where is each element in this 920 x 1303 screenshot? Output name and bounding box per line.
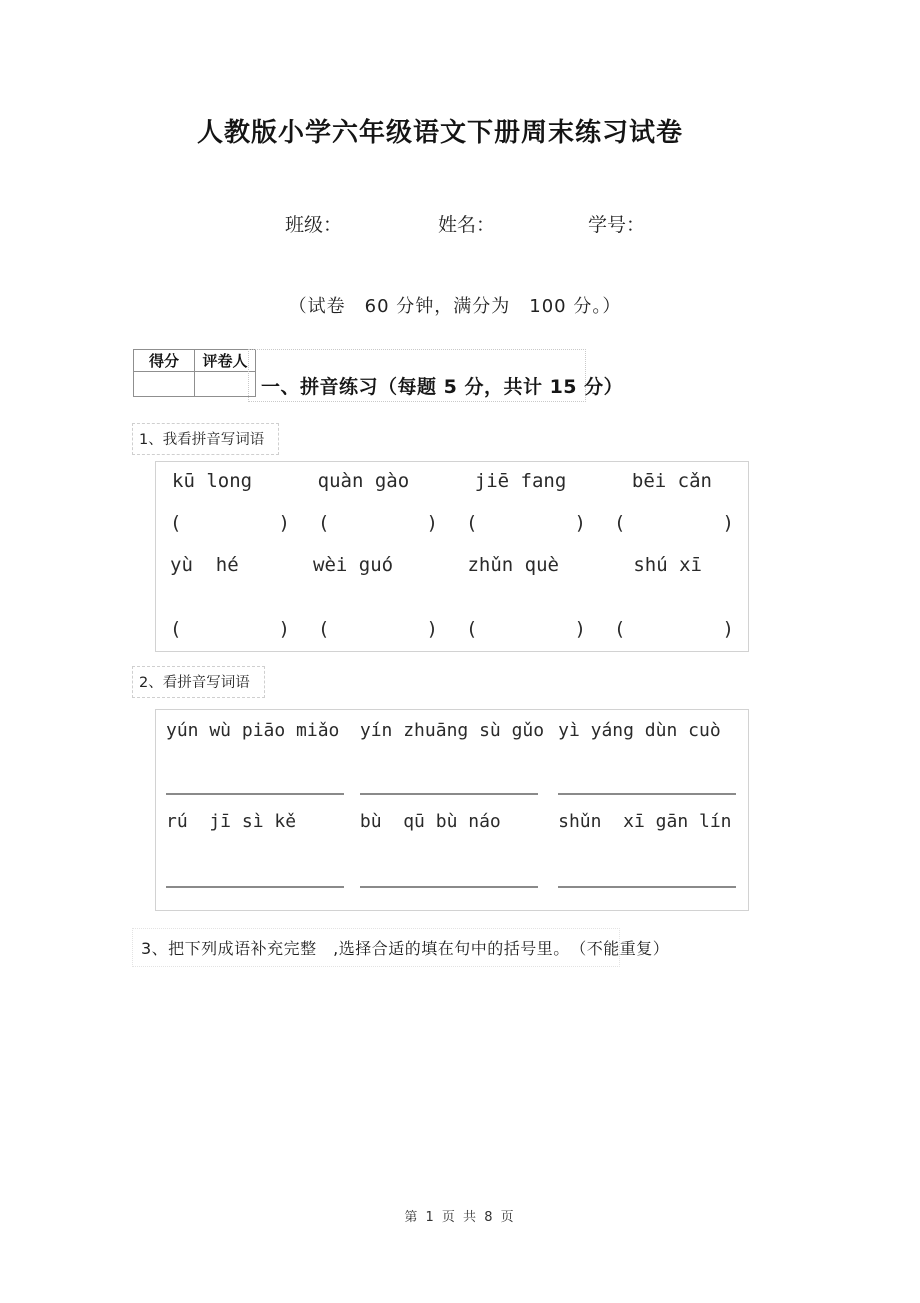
pinyin-word: jiē fang	[474, 470, 567, 492]
paren-close: )	[426, 512, 438, 534]
pinyin-word: wèi guó	[313, 554, 394, 576]
paren-open: (	[170, 512, 182, 534]
grader-value-cell	[195, 372, 256, 397]
pinyin-word: yín zhuāng sù gǔo	[359, 720, 545, 741]
paren-close: )	[722, 618, 734, 640]
section1-heading-box	[248, 349, 624, 402]
paren-blank-row	[156, 618, 748, 640]
answer-blank-line	[558, 793, 736, 795]
pinyin-column	[166, 710, 346, 910]
name-label: 姓名：	[438, 214, 496, 236]
pinyin-word: shǔn xī gān lín	[558, 811, 732, 832]
paren-blank	[170, 618, 290, 640]
page-title: 人教版小学六年级语文下册周末练习试卷	[196, 118, 683, 147]
score-value-cell	[134, 372, 195, 397]
exam-info: （试卷 60 分钟，满分为 100 分。）	[288, 296, 622, 317]
pinyin-word: kū long	[172, 470, 253, 492]
paren-open: (	[466, 618, 478, 640]
grader-header-cell: 评卷人	[195, 350, 256, 372]
pinyin-word: bēi cǎn	[631, 470, 712, 492]
pinyin-word: shú xī	[633, 554, 702, 576]
score-table	[133, 349, 256, 397]
paren-open: (	[614, 618, 626, 640]
paren-blank	[614, 618, 734, 640]
paren-blank	[614, 512, 734, 534]
score-header-cell: 得分	[134, 350, 195, 372]
question1-label: 1、我看拼音写词语	[132, 423, 279, 455]
paren-blank	[318, 512, 438, 534]
paren-open: (	[318, 618, 330, 640]
score-table-header-row	[134, 350, 256, 372]
answer-blank-line	[360, 793, 538, 795]
question2-label: 2、看拼音写词语	[132, 666, 265, 698]
answer-blank-line	[166, 886, 344, 888]
pinyin-column	[558, 710, 738, 910]
answer-blank-line	[558, 886, 736, 888]
score-table-value-row	[134, 372, 256, 397]
pinyin-word: rú jī sì kě	[166, 811, 297, 832]
pinyin-word: yì yáng dùn cuò	[558, 720, 721, 741]
pinyin-column	[360, 710, 544, 910]
pinyin-row	[156, 470, 748, 492]
section1-heading: 一、拼音练习（每题 5 分，共计 15 分）	[261, 376, 624, 398]
pinyin-word: yún wù piāo miǎo	[166, 720, 340, 741]
class-label: 班级：	[285, 214, 343, 236]
paren-blank	[466, 618, 586, 640]
paren-close: )	[574, 512, 586, 534]
page-footer: 第 1 页 共 8 页	[404, 1210, 516, 1225]
paren-blank	[170, 512, 290, 534]
pinyin-row	[156, 554, 748, 576]
paren-close: )	[722, 512, 734, 534]
question3-label: 3、把下列成语补充完整 ,选择合适的填在句中的括号里。 （不能重复）	[132, 928, 620, 967]
question1-pinyin-box	[155, 461, 749, 652]
paren-open: (	[318, 512, 330, 534]
paren-open: (	[614, 512, 626, 534]
paren-blank	[318, 618, 438, 640]
student-id-label: 学号：	[588, 214, 646, 236]
answer-blank-line	[360, 886, 538, 888]
paren-blank	[466, 512, 586, 534]
pinyin-word: quàn gào	[317, 470, 410, 492]
paren-close: )	[278, 512, 290, 534]
paren-open: (	[466, 512, 478, 534]
paren-close: )	[426, 618, 438, 640]
pinyin-word: zhǔn què	[467, 554, 559, 576]
paren-close: )	[574, 618, 586, 640]
question2-pinyin-box	[155, 709, 749, 911]
paren-blank-row	[156, 512, 748, 534]
paren-close: )	[278, 618, 290, 640]
answer-blank-line	[166, 793, 344, 795]
pinyin-word: bù qū bù náo	[359, 811, 501, 832]
pinyin-word: yù hé	[170, 554, 239, 576]
paren-open: (	[170, 618, 182, 640]
